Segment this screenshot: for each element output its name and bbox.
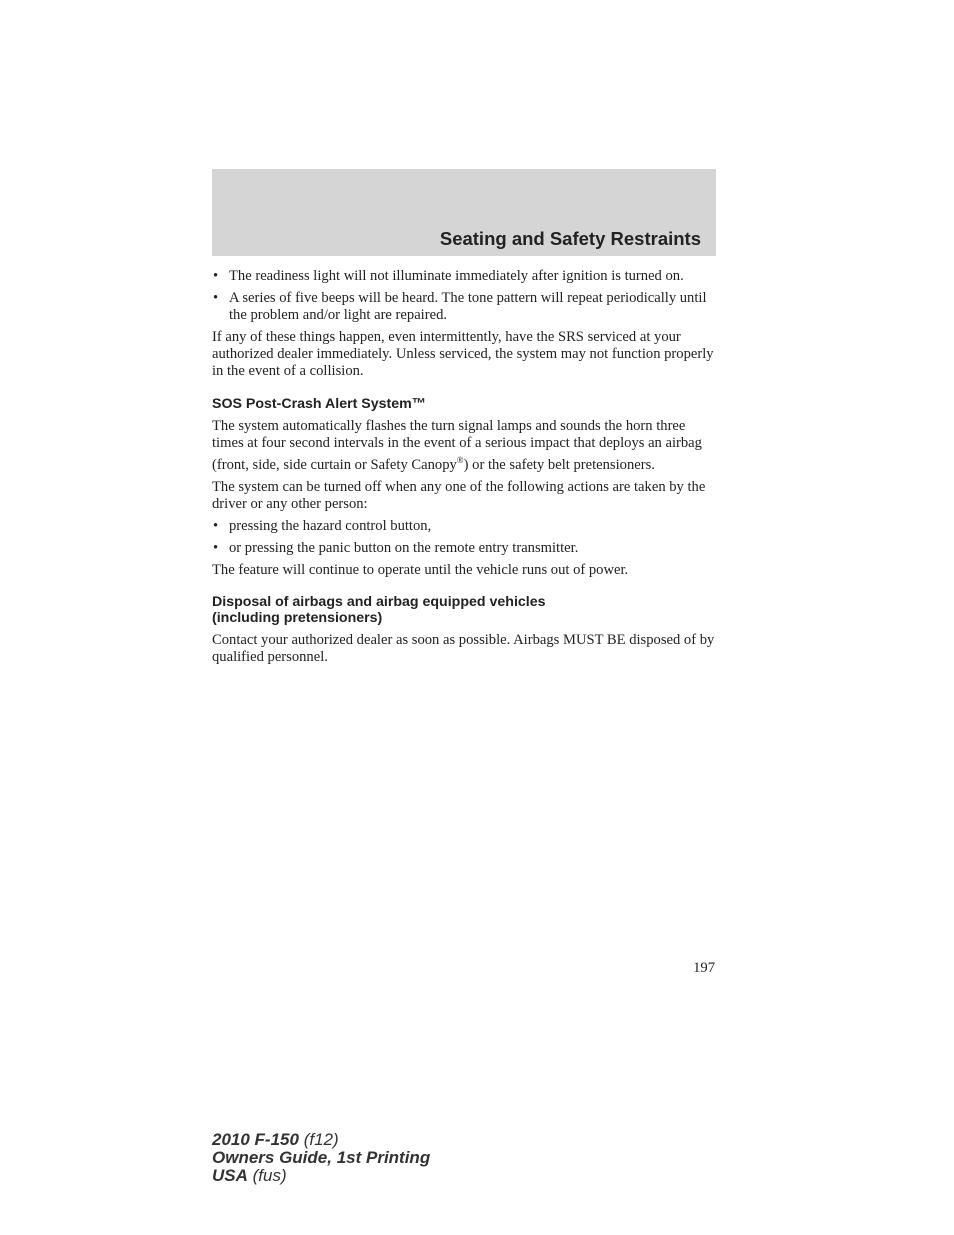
- footer-line: [212, 1167, 430, 1185]
- heading-line: Disposal of airbags and airbag equipped vehicles: [212, 593, 546, 610]
- list-item: • or pressing the panic button on the remote entry transmitter.: [212, 540, 716, 557]
- section-header-band: [212, 169, 716, 256]
- bullet-list-turn-off-actions: [212, 518, 716, 557]
- list-item: • pressing the hazard control button,: [212, 518, 716, 535]
- paragraph-srs-service: If any of these things happen, even intermittently, have the SRS serviced at your authorized dealer immediately. Unless serviced, the system may not function properly in the event of a collision.: [212, 329, 714, 379]
- footer-market: USA: [212, 1166, 248, 1185]
- footer-model-code: (f12): [303, 1130, 339, 1149]
- footer-publication-info: [212, 1131, 430, 1185]
- paragraph-sos-description: [212, 418, 716, 474]
- sos-description-text-end: ) or the safety belt pretensioners.: [463, 456, 655, 473]
- page-number: 197: [693, 960, 715, 976]
- heading-line: (including pretensioners): [212, 609, 383, 626]
- bullet-list-warning-signs: [212, 268, 716, 324]
- sos-description-text: The system automatically flashes the turn signal lamps and sounds the horn three times at four second intervals in the event of a serious impact that deploys an airbag (front, side, side curtain or Safety Canopy: [212, 418, 702, 473]
- footer-market-code: (fus): [252, 1166, 287, 1185]
- section-title: Seating and Safety Restraints: [439, 228, 701, 249]
- heading-sos-post-crash: SOS Post-Crash Alert System™: [212, 396, 426, 412]
- paragraph-disposal: Contact your authorized dealer as soon as possible. Airbags MUST BE disposed of by qualified personnel.: [212, 631, 715, 665]
- list-item: • A series of five beeps will be heard. The tone pattern will repeat periodically until the problem and/or light are repaired.: [212, 290, 716, 324]
- footer-guide-edition: Owners Guide, 1st Printing: [212, 1148, 431, 1167]
- registered-mark: ®: [456, 455, 464, 465]
- list-item: • The readiness light will not illuminate immediately after ignition is turned on.: [212, 268, 716, 285]
- footer-line: [212, 1131, 430, 1149]
- paragraph-turn-off: The system can be turned off when any one of the following actions are taken by the driver or any other person:: [212, 478, 706, 512]
- paragraph-feature-power: The feature will continue to operate until the vehicle runs out of power.: [212, 561, 629, 578]
- footer-model: 2010 F-150: [212, 1130, 299, 1149]
- page-content: [212, 268, 716, 671]
- heading-airbag-disposal: [212, 594, 716, 626]
